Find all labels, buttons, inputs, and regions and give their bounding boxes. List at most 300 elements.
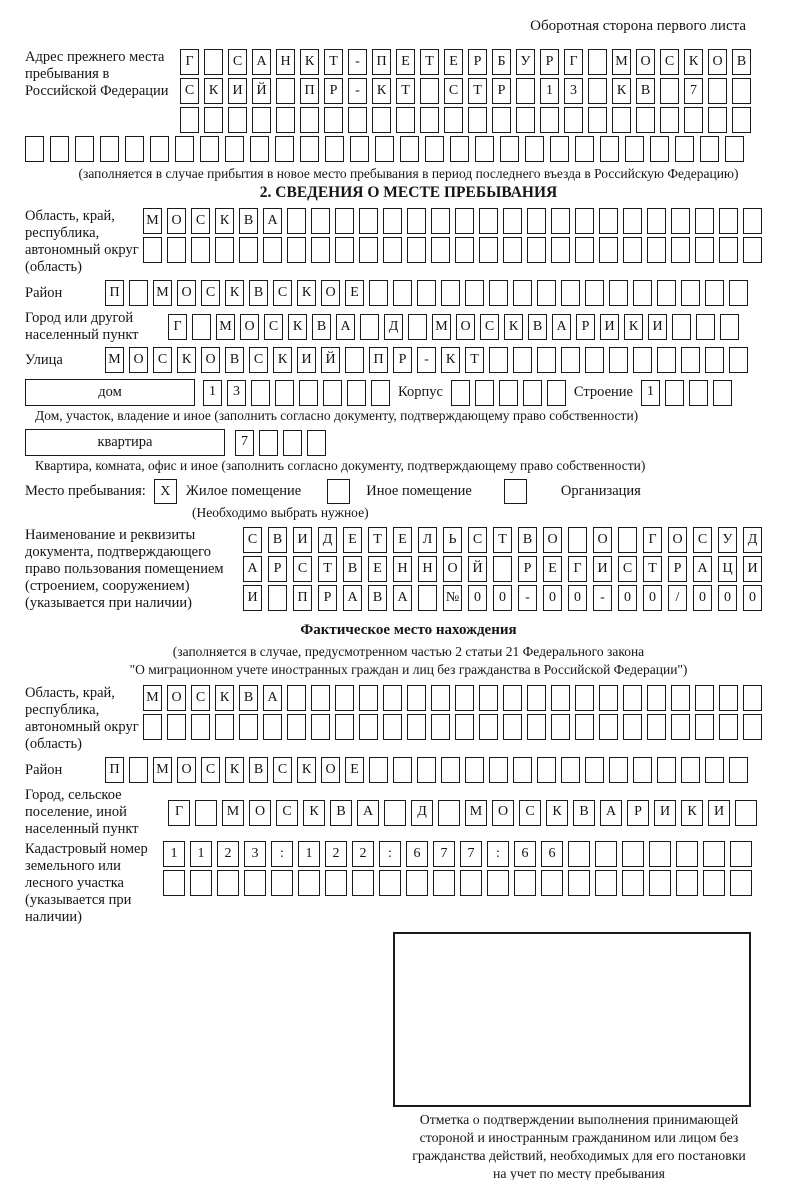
form-cell: 0 (718, 585, 737, 611)
form-cell (195, 800, 217, 826)
form-cell: - (417, 347, 436, 373)
form-cell: Е (393, 527, 412, 553)
form-cell: 6 (406, 841, 428, 867)
form-cell (649, 841, 671, 867)
form-cell (479, 685, 498, 711)
stamp-note-line-4: на учет по месту пребывания (493, 1166, 665, 1180)
form-cell: П (105, 757, 124, 783)
s2-gorod-row (25, 310, 792, 344)
form-cell: И (293, 527, 312, 553)
form-cell (599, 208, 618, 234)
form-cell (441, 757, 460, 783)
form-cell (564, 107, 583, 133)
form-cell (708, 107, 727, 133)
form-cell (732, 78, 751, 104)
form-cell: М (216, 314, 235, 340)
form-cell: В (528, 314, 547, 340)
form-cell: Т (465, 347, 484, 373)
form-cell (705, 757, 724, 783)
form-cell: К (215, 685, 234, 711)
form-cell (325, 136, 344, 162)
korpus-cells (451, 380, 566, 406)
form-cell: О (456, 314, 475, 340)
form-cell: Е (345, 757, 364, 783)
form-cell (215, 237, 234, 263)
form-cell (671, 685, 690, 711)
form-cell: / (668, 585, 687, 611)
fact-kadastr-cells (163, 841, 752, 896)
form-cell: М (153, 280, 172, 306)
form-cell (588, 78, 607, 104)
form-cell: Р (468, 49, 487, 75)
form-cell: Б (492, 49, 511, 75)
form-cell: 7 (235, 430, 254, 456)
form-cell (527, 237, 546, 263)
form-cell (527, 208, 546, 234)
prev-address-row-3 (180, 107, 751, 133)
form-cell (660, 107, 679, 133)
form-cell: С (480, 314, 499, 340)
form-cell: В (368, 585, 387, 611)
form-cell (417, 757, 436, 783)
form-cell: Й (252, 78, 271, 104)
form-cell (743, 237, 762, 263)
form-cell: О (636, 49, 655, 75)
form-cell (735, 800, 757, 826)
form-cell: К (204, 78, 223, 104)
form-cell (681, 757, 700, 783)
form-cell (550, 136, 569, 162)
form-cell (537, 280, 556, 306)
form-cell (283, 430, 302, 456)
form-cell (375, 136, 394, 162)
form-cell (396, 107, 415, 133)
form-cell: К (300, 49, 319, 75)
form-cell (200, 136, 219, 162)
form-cell: А (600, 800, 622, 826)
form-cell (441, 280, 460, 306)
fact-oblast-row-2 (143, 714, 762, 740)
option-label-residential: Жилое помещение (185, 483, 302, 499)
dom-cells (203, 380, 390, 406)
doc-label: Наименование и реквизиты документа, подтверждающего право пользования помещением (строением, сооружением) (указывается при наличии) (25, 527, 224, 611)
form-cell: С (618, 556, 637, 582)
form-cell: У (718, 527, 737, 553)
form-cell (408, 314, 427, 340)
form-cell (657, 347, 676, 373)
form-cell (705, 280, 724, 306)
form-cell: У (516, 49, 535, 75)
form-cell: О (708, 49, 727, 75)
form-cell (150, 136, 169, 162)
form-cell (383, 208, 402, 234)
form-cell (633, 757, 652, 783)
form-cell: Е (396, 49, 415, 75)
form-cell (713, 380, 732, 406)
prev-address-label: Адрес прежнего места пребывания в Российской Федерации (25, 49, 169, 99)
form-cell: К (273, 347, 292, 373)
form-cell (299, 380, 318, 406)
form-cell (352, 870, 374, 896)
form-cell: С (191, 208, 210, 234)
form-cell: В (239, 685, 258, 711)
form-cell: 1 (540, 78, 559, 104)
stamp-box (393, 932, 751, 1107)
form-cell (479, 208, 498, 234)
form-cell (541, 870, 563, 896)
form-cell (271, 870, 293, 896)
form-cell (263, 237, 282, 263)
form-cell: О (240, 314, 259, 340)
form-cell: М (432, 314, 451, 340)
dom-label-box: дом (25, 379, 195, 406)
form-cell (468, 107, 487, 133)
form-cell (623, 237, 642, 263)
form-cell (588, 107, 607, 133)
form-cell (725, 136, 744, 162)
form-cell: Й (321, 347, 340, 373)
form-cell: В (249, 280, 268, 306)
form-cell: О (167, 208, 186, 234)
prev-address-row-1 (180, 49, 751, 75)
fact-note-line2: "О миграционном учете иностранных граждан и лиц без гражданства в Российской Федерации") (129, 662, 688, 677)
form-cell: С (243, 527, 262, 553)
form-cell (681, 347, 700, 373)
form-cell: С (153, 347, 172, 373)
form-cell (537, 757, 556, 783)
form-cell: К (504, 314, 523, 340)
form-cell: Р (393, 347, 412, 373)
form-cell: Т (468, 78, 487, 104)
form-cell (700, 136, 719, 162)
form-cell: 3 (564, 78, 583, 104)
prev-address-note: (заполняется в случае прибытия в новое место пребывания в период последнего въезда в Российскую Федерацию) (78, 166, 739, 181)
form-cell: В (249, 757, 268, 783)
form-cell (335, 714, 354, 740)
form-cell (163, 870, 185, 896)
form-cell (407, 685, 426, 711)
form-cell (244, 870, 266, 896)
form-cell: В (312, 314, 331, 340)
form-cell (455, 685, 474, 711)
form-cell (251, 380, 270, 406)
form-cell (730, 870, 752, 896)
form-cell (625, 136, 644, 162)
form-cell (516, 107, 535, 133)
form-cell: А (343, 585, 362, 611)
form-cell (729, 757, 748, 783)
form-cell: Д (318, 527, 337, 553)
form-cell (647, 714, 666, 740)
form-cell: Н (276, 49, 295, 75)
form-cell (525, 136, 544, 162)
form-cell (175, 136, 194, 162)
form-cell (681, 280, 700, 306)
form-cell (622, 841, 644, 867)
form-cell: Й (468, 556, 487, 582)
form-cell (372, 107, 391, 133)
form-cell: С (273, 757, 292, 783)
form-cell: К (303, 800, 325, 826)
form-cell: 0 (568, 585, 587, 611)
form-cell (418, 585, 437, 611)
s2-kvartira-row (25, 429, 792, 456)
kvartira-note: Квартира, комната, офис и иное (заполнить согласно документу, подтверждающему право собственности) (35, 458, 646, 473)
form-cell: И (600, 314, 619, 340)
form-cell (359, 714, 378, 740)
form-cell (660, 78, 679, 104)
s2-oblast-cells (143, 208, 762, 263)
form-cell (708, 78, 727, 104)
form-cell: К (624, 314, 643, 340)
form-cell (489, 757, 508, 783)
form-cell: К (372, 78, 391, 104)
form-cell (514, 870, 536, 896)
form-cell: К (225, 757, 244, 783)
form-cell (527, 685, 546, 711)
form-cell (350, 136, 369, 162)
form-cell (609, 347, 628, 373)
place-type-note: (Необходимо выбрать нужное) (192, 505, 369, 520)
form-cell: В (343, 556, 362, 582)
form-cell: Л (418, 527, 437, 553)
form-cell: К (684, 49, 703, 75)
form-cell (298, 870, 320, 896)
form-cell (417, 280, 436, 306)
form-cell: : (379, 841, 401, 867)
form-cell (50, 136, 69, 162)
s2-ulitsa-cells (105, 347, 748, 373)
form-cell (561, 347, 580, 373)
form-cell: 2 (217, 841, 239, 867)
kvartira-label-box: квартира (25, 429, 225, 456)
fact-rayon-label: Район (25, 761, 63, 778)
form-cell: 0 (493, 585, 512, 611)
form-cell (420, 78, 439, 104)
form-cell (276, 107, 295, 133)
form-cell (455, 208, 474, 234)
form-cell (383, 714, 402, 740)
fact-oblast-label: Область, край, республика, автономный округ (область) (25, 685, 139, 752)
form-cell (450, 136, 469, 162)
form-cell: Т (493, 527, 512, 553)
fact-gorod-label: Город, сельское поселение, иной населенный пункт (25, 787, 139, 837)
form-cell (503, 208, 522, 234)
form-cell (657, 757, 676, 783)
form-cell: 3 (227, 380, 246, 406)
doc-row-3 (243, 585, 762, 611)
form-cell (489, 280, 508, 306)
form-cell (503, 237, 522, 263)
form-cell (287, 208, 306, 234)
fact-gorod-row (25, 787, 792, 838)
form-cell (703, 841, 725, 867)
form-cell (431, 237, 450, 263)
form-cell (433, 870, 455, 896)
form-cell: - (593, 585, 612, 611)
form-cell (676, 870, 698, 896)
form-cell: 0 (693, 585, 712, 611)
checkbox-organization (504, 479, 527, 504)
form-cell: О (249, 800, 271, 826)
stamp-note-line-3: гражданства действий, необходимых для его постановки (412, 1148, 746, 1163)
form-cell (383, 685, 402, 711)
form-cell: Д (384, 314, 403, 340)
form-cell (729, 280, 748, 306)
form-cell (400, 136, 419, 162)
fact-oblast-row-1 (143, 685, 762, 711)
form-cell (239, 714, 258, 740)
form-cell (275, 380, 294, 406)
form-cell: И (593, 556, 612, 582)
form-cell: Т (420, 49, 439, 75)
form-cell (143, 237, 162, 263)
form-cell (720, 314, 739, 340)
form-cell (215, 714, 234, 740)
form-cell: Н (418, 556, 437, 582)
fact-title: Фактическое место нахождения (300, 622, 517, 638)
form-cell: А (393, 585, 412, 611)
form-cell (359, 237, 378, 263)
form-cell: Р (268, 556, 287, 582)
form-cell (406, 870, 428, 896)
form-cell: 7 (684, 78, 703, 104)
form-cell (475, 380, 494, 406)
form-cell: 0 (468, 585, 487, 611)
form-cell (345, 347, 364, 373)
form-cell (100, 136, 119, 162)
form-cell (444, 107, 463, 133)
form-cell (451, 380, 470, 406)
form-cell (311, 208, 330, 234)
form-cell (287, 685, 306, 711)
stroenie-label: Строение (573, 384, 633, 400)
form-cell: П (372, 49, 391, 75)
form-cell (609, 757, 628, 783)
form-cell: В (330, 800, 352, 826)
form-cell (335, 685, 354, 711)
form-cell (276, 78, 295, 104)
form-cell (547, 380, 566, 406)
form-cell (180, 107, 199, 133)
form-cell (487, 870, 509, 896)
form-cell: А (252, 49, 271, 75)
form-cell (633, 347, 652, 373)
fact-rayon-cells (105, 757, 748, 783)
form-cell (455, 714, 474, 740)
form-cell (622, 870, 644, 896)
form-cell (252, 107, 271, 133)
form-cell (585, 347, 604, 373)
form-cell: Д (411, 800, 433, 826)
form-cell: В (732, 49, 751, 75)
form-cell (684, 107, 703, 133)
form-cell (636, 107, 655, 133)
s2-rayon-row (25, 280, 792, 306)
form-cell: И (243, 585, 262, 611)
fact-kadastr-row-1 (163, 841, 752, 867)
form-cell (239, 237, 258, 263)
form-cell (259, 430, 278, 456)
form-cell (407, 208, 426, 234)
form-cell (324, 107, 343, 133)
form-cell: - (348, 49, 367, 75)
stamp-note (377, 1111, 781, 1180)
form-cell: К (177, 347, 196, 373)
form-cell (696, 314, 715, 340)
form-cell: С (444, 78, 463, 104)
form-cell: Т (368, 527, 387, 553)
doc-cells (243, 527, 762, 611)
form-cell (125, 136, 144, 162)
form-cell: П (293, 585, 312, 611)
form-cell (730, 841, 752, 867)
form-cell: И (708, 800, 730, 826)
form-cell (300, 136, 319, 162)
form-cell: Е (345, 280, 364, 306)
form-cell (612, 107, 631, 133)
form-cell (551, 714, 570, 740)
form-cell (732, 107, 751, 133)
form-cell: А (336, 314, 355, 340)
form-cell: Р (540, 49, 559, 75)
stroenie-cells (641, 380, 732, 406)
form-cell (695, 237, 714, 263)
form-cell: : (271, 841, 293, 867)
form-cell: С (249, 347, 268, 373)
form-cell: 6 (514, 841, 536, 867)
form-cell (143, 714, 162, 740)
form-cell (695, 208, 714, 234)
form-cell: 3 (244, 841, 266, 867)
form-cell (551, 208, 570, 234)
form-cell: С (660, 49, 679, 75)
form-cell: Г (180, 49, 199, 75)
form-cell: - (348, 78, 367, 104)
form-cell: Т (396, 78, 415, 104)
form-cell: Р (576, 314, 595, 340)
form-cell (599, 685, 618, 711)
form-cell: 7 (433, 841, 455, 867)
form-cell: А (693, 556, 712, 582)
form-cell (492, 107, 511, 133)
form-cell (568, 841, 590, 867)
form-cell: П (369, 347, 388, 373)
form-cell (275, 136, 294, 162)
s2-oblast-label: Область, край, республика, автономный округ (область) (25, 208, 139, 275)
form-cell (719, 685, 738, 711)
form-cell: С (293, 556, 312, 582)
option-label-organization: Организация (560, 483, 641, 499)
form-cell (575, 685, 594, 711)
form-cell: М (105, 347, 124, 373)
form-cell (595, 870, 617, 896)
fact-kadastr-label: Кадастровый номер земельного или лесного участка (указывается при наличии) (25, 841, 148, 925)
form-cell: Е (368, 556, 387, 582)
form-cell (425, 136, 444, 162)
form-cell: 0 (643, 585, 662, 611)
form-cell (407, 714, 426, 740)
form-cell: В (518, 527, 537, 553)
form-cell (537, 347, 556, 373)
form-cell (287, 237, 306, 263)
s2-oblast-row-1 (143, 208, 762, 234)
form-cell (359, 685, 378, 711)
form-cell: Д (743, 527, 762, 553)
form-cell (479, 714, 498, 740)
form-cell (228, 107, 247, 133)
fact-kadastr-row-2 (163, 870, 752, 896)
